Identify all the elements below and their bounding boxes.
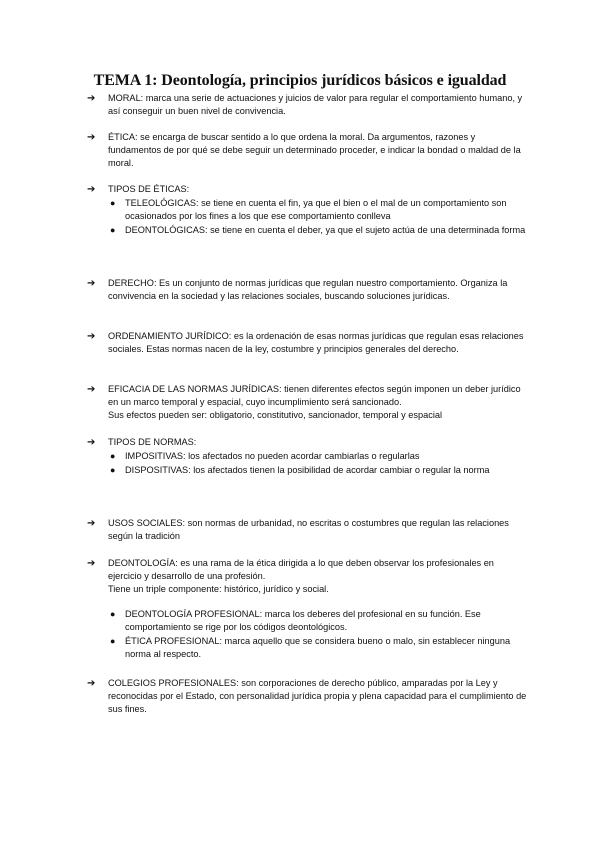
dot-bullet-icon: ● — [110, 465, 116, 475]
list-item-eficacia — [87, 383, 527, 422]
item-text: ÉTICA: se encarga de buscar sentido a lo que ordena la moral. Da argumentos, razones y fundamentos de por qué se debe seguir un determinado proceder, e indicar la bondad o maldad de la moral. — [108, 132, 521, 168]
sub-list-item: ● DEONTOLOGÍA PROFESIONAL: marca los deberes del profesional en su función. Ese comportamiento se rige por los códigos deontológicos. — [110, 609, 481, 632]
item-text: TIPOS DE ÉTICAS: — [108, 184, 190, 194]
item-text: TIPOS DE NORMAS: — [108, 437, 197, 447]
item-extra-text: Tiene un triple componente: histórico, jurídico y social. — [108, 584, 329, 594]
list-item-usos-sociales — [87, 517, 527, 543]
sub-list-item: ● IMPOSITIVAS: los afectados no pueden acordar cambiarlas o regularlas — [110, 451, 420, 461]
item-text: EFICACIA DE LAS NORMAS JURÍDICAS: tienen diferentes efectos según imponen un deber jurídico en un marco temporal y espacial, cuyo incumplimiento será sancionado. — [108, 384, 521, 407]
sub-list-item: ● TELEOLÓGICAS: se tiene en cuenta el fin, ya que el bien o el mal de un comportamiento son ocasionados por los fines a los que ese comportamiento conlleva — [110, 198, 507, 221]
dot-bullet-icon: ● — [110, 636, 116, 646]
sub-list-item: ● DISPOSITIVAS: los afectados tienen la posibilidad de acordar cambiar o regular la norma — [110, 465, 490, 475]
item-text: USOS SOCIALES: son normas de urbanidad, no escritas o costumbres que regulan las relaciones según la tradición — [108, 518, 509, 541]
page-title: TEMA 1: Deontología, principios jurídicos básicos e igualdad — [93, 72, 507, 89]
list-item-tipos-eticas — [87, 183, 527, 238]
item-text: ORDENAMIENTO JURÍDICO: es la ordenación de esas normas jurídicas que regulan esas relaciones sociales. Estas normas nacen de la ley, costumbre y principios generales del derecho. — [108, 331, 524, 354]
sub-list — [87, 450, 527, 477]
list-item-deontologia — [87, 557, 527, 662]
list-item-ordenamiento — [87, 330, 527, 356]
sub-list-item: ● DEONTOLÓGICAS: se tiene en cuenta el deber, ya que el sujeto actúa de una determinada forma — [110, 225, 526, 235]
item-text: COLEGIOS PROFESIONALES: son corporaciones de derecho público, amparadas por la Ley y reconocidas por el Estado, con personalidad jurídica propia y plena capacidad para el cumplimiento de sus fines. — [108, 678, 527, 714]
list-item-derecho — [87, 277, 527, 303]
arrow-bullet-icon: ➔ — [87, 678, 96, 689]
sub-list — [87, 197, 527, 237]
list-item-colegios — [87, 677, 527, 716]
arrow-bullet-icon: ➔ — [87, 384, 96, 395]
list-item-tipos-normas — [87, 436, 527, 478]
arrow-bullet-icon: ➔ — [87, 93, 96, 104]
item-extra-text: Sus efectos pueden ser: obligatorio, constitutivo, sancionador, temporal y espacial — [108, 410, 443, 420]
dot-bullet-icon: ● — [110, 451, 116, 461]
item-text: DEONTOLOGÍA: es una rama de la ética dirigida a lo que deben observar los profesionales en ejercicio y desarrollo de una profesión. — [108, 558, 494, 581]
arrow-bullet-icon: ➔ — [87, 132, 96, 143]
dot-bullet-icon: ● — [110, 225, 116, 235]
arrow-bullet-icon: ➔ — [87, 278, 96, 289]
arrow-bullet-icon: ➔ — [87, 518, 96, 529]
arrow-bullet-icon: ➔ — [87, 331, 96, 342]
arrow-bullet-icon: ➔ — [87, 184, 96, 195]
dot-bullet-icon: ● — [110, 198, 116, 208]
list-item-etica — [87, 131, 527, 170]
sub-list-item: ● ÉTICA PROFESIONAL: marca aquello que se considera bueno o malo, sin establecer ninguna norma al respecto. — [110, 636, 511, 659]
arrow-bullet-icon: ➔ — [87, 437, 96, 448]
arrow-bullet-icon: ➔ — [87, 558, 96, 569]
dot-bullet-icon: ● — [110, 609, 116, 619]
item-text: DERECHO: Es un conjunto de normas jurídicas que regulan nuestro comportamiento. Organiza la convivencia en la sociedad y las relaciones sociales, buscando soluciones jurídicas. — [108, 278, 508, 301]
list-item-moral — [87, 92, 527, 118]
sub-list — [87, 608, 527, 661]
item-text: MORAL: marca una serie de actuaciones y juicios de valor para regular el comportamiento humano, y así conseguir un buen nivel de convivencia. — [108, 93, 523, 116]
